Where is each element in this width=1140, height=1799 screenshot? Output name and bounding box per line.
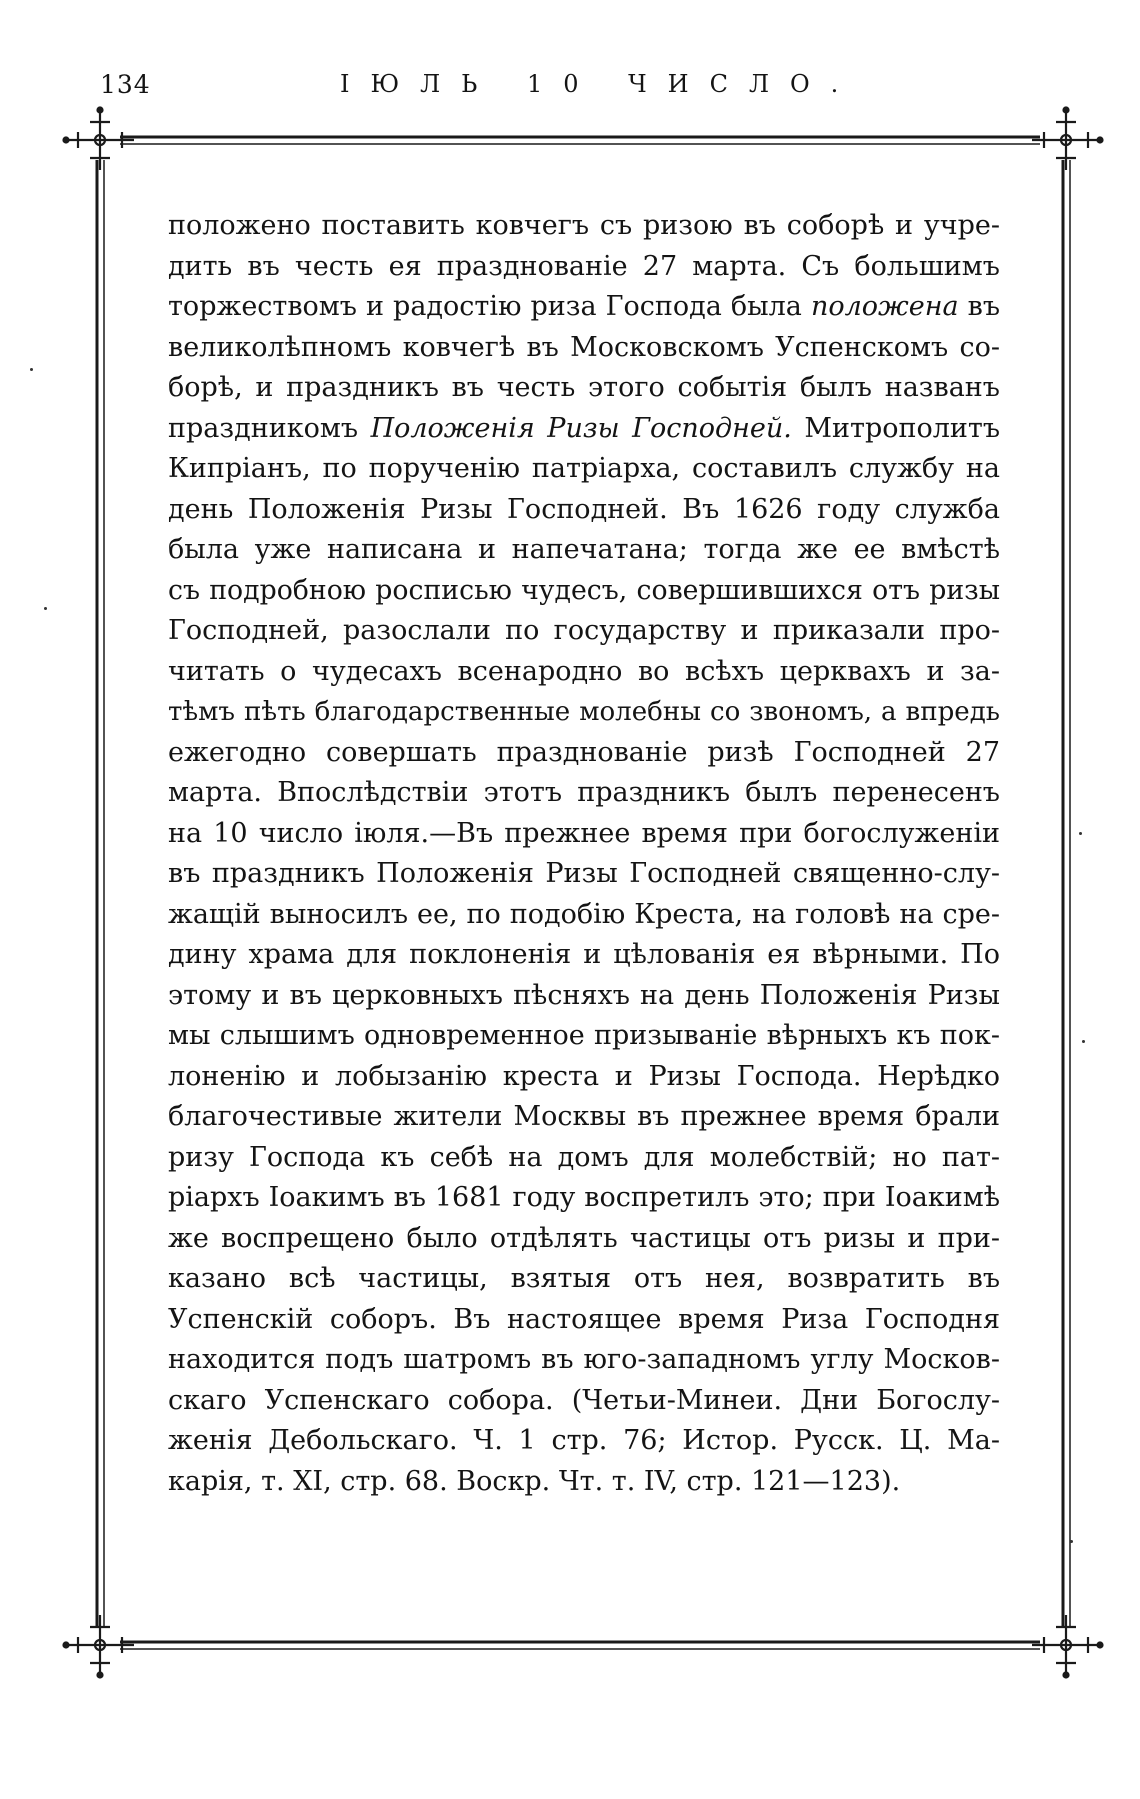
- text-line: была уже написана и напечатана; тогда же ее вмѣстѣ: [168, 534, 1000, 565]
- corner-ornament-bottom-right: [1032, 1615, 1103, 1678]
- body-text: [168, 206, 1000, 1502]
- text-line: тѣмъ пѣть благодарственные молебны со звономъ, а впредь: [168, 697, 1000, 727]
- text-line: съ подробною росписью чудесъ, совершившихся отъ ризы: [168, 574, 1000, 606]
- text-line: мы слышимъ одновременное призываніе вѣрныхъ къ пок-: [168, 1020, 1000, 1051]
- emphasis: Положенія Ризы Господней.: [370, 412, 792, 444]
- text-line: казано всѣ частицы, взятыя отъ нея, возвратить въ: [168, 1263, 1000, 1294]
- text-line: марта. Впослѣдствіи этотъ праздникъ былъ перенесенъ: [168, 777, 1000, 808]
- text-line: женія Дебольскаго. Ч. 1 стр. 76; Истор. Русск. Ц. Ма-: [168, 1425, 1000, 1456]
- scan-speck: [1070, 1540, 1073, 1543]
- text-line: этому и въ церковныхъ пѣсняхъ на день Положенія Ризы: [168, 979, 1000, 1011]
- corner-ornament-top-left: [64, 108, 135, 171]
- text-line: же воспрещено было отдѣлять частицы отъ ризы и при-: [168, 1222, 1000, 1254]
- text-line: Кипріанъ, по порученію патріарха, составилъ службу на: [168, 453, 1000, 484]
- text-line: ріархъ Іоакимъ въ 1681 году воспретилъ это; при Іоакимѣ: [168, 1182, 1000, 1213]
- scan-speck: [1082, 1040, 1085, 1043]
- text-line: лоненію и лобызанію креста и Ризы Господа. Нерѣдко: [168, 1060, 1000, 1092]
- text-line: жащій выносилъ ее, по подобію Креста, на головѣ на сре-: [168, 898, 1000, 930]
- text-line: благочестивые жители Москвы въ прежнее время брали: [168, 1101, 1000, 1132]
- scan-speck: [30, 368, 33, 371]
- text-line: борѣ, и праздникъ въ честь этого событія былъ названъ: [168, 372, 1000, 403]
- emphasis: положена: [810, 291, 959, 322]
- running-head: ІЮЛЬ 10 ЧИСЛО.: [340, 70, 860, 98]
- text-line: великолѣпномъ ковчегѣ въ Московскомъ Успенскомъ со-: [168, 331, 1000, 363]
- scan-speck: [1079, 832, 1082, 835]
- text-line: карія, т. XI, стр. 68. Воскр. Чт. т. IV, стр. 121—123).: [168, 1465, 901, 1497]
- text-line: праздникомъ Положенія Ризы Господней. Митрополитъ: [168, 412, 1000, 444]
- text-line: торжествомъ и радостію риза Господа была положена въ: [168, 291, 1000, 322]
- text-line: положено поставить ковчегъ съ ризою въ соборѣ и учре-: [168, 210, 1000, 241]
- text-line: дину храма для поклоненія и цѣлованія ея вѣрными. По: [168, 939, 1000, 970]
- text-line: находится подъ шатромъ въ юго-западномъ углу Москов-: [168, 1344, 1000, 1375]
- text-line: Господней, разослали по государству и приказали про-: [168, 615, 1000, 646]
- corner-ornament-top-right: [1032, 108, 1103, 171]
- text-line: читать о чудесахъ всенародно во всѣхъ церквахъ и за-: [168, 655, 1000, 687]
- text-line: дить въ честь ея празднованіе 27 марта. Съ большимъ: [168, 250, 1000, 282]
- page-number: 134: [100, 70, 151, 99]
- text-line: ежегодно совершать празднованіе ризѣ Господней 27: [168, 736, 1000, 768]
- text-line: ризу Господа къ себѣ на домъ для молебствій; но пат-: [168, 1141, 1000, 1173]
- text-line: въ праздникъ Положенія Ризы Господней священно-слу-: [168, 858, 1000, 889]
- corner-ornament-bottom-left: [64, 1615, 135, 1678]
- scan-speck: [44, 607, 47, 610]
- text-line: день Положенія Ризы Господней. Въ 1626 году служба: [168, 493, 1000, 525]
- text-line: Успенскій соборъ. Въ настоящее время Риза Господня: [168, 1303, 1000, 1335]
- text-line: скаго Успенскаго собора. (Четьи-Минеи. Дни Богослу-: [168, 1384, 1000, 1416]
- text-line: на 10 число іюля.—Въ прежнее время при богослуженіи: [168, 817, 1000, 849]
